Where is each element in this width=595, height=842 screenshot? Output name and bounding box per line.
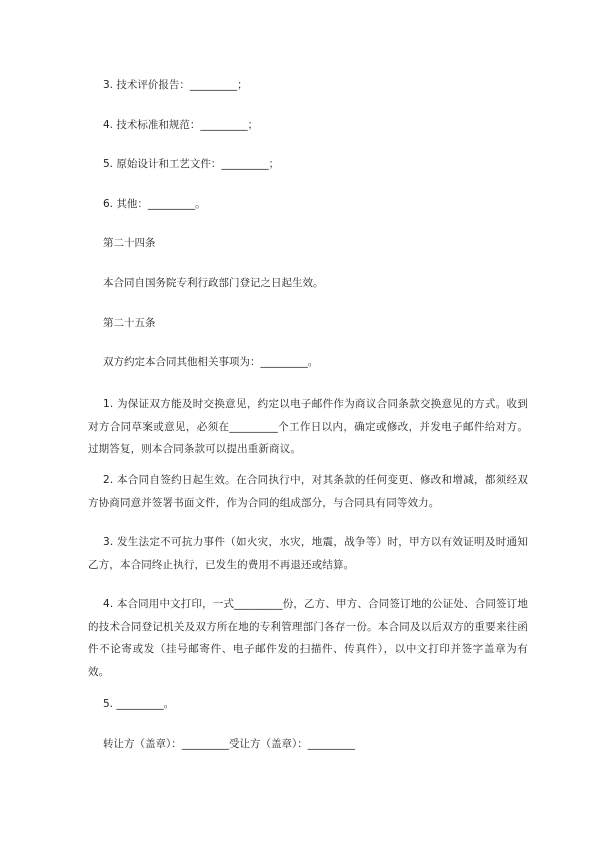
article-25-heading: 第二十五条 [103, 317, 156, 329]
article-24-heading: 第二十四条 [103, 237, 156, 249]
clause-2: 2. 本合同自签约日起生效。在合同执行中，对其条款的任何变更、修改和增减，都须经双方协商同意并签署书面文件，作为合同的组成部分，与合同具有同等效力。 [88, 474, 528, 509]
item-original-design-files: 5. 原始设计和工艺文件：_________； [103, 158, 280, 170]
clause-4: 4. 本合同用中文打印，一式_________份，乙方、甲方、合同签订地的公证处、合同签订地的技术合同登记机关及双方所在地的专利管理部门各存一份。本合同及以后双方的重要来往函件不论寄或发（挂号邮寄件、电子邮件发的扫描件、传真件），以中文打印并签字盖章为有效。 [88, 598, 528, 678]
article-25-intro: 双方约定本合同其他相关事项为：_________。 [103, 356, 319, 368]
article-24-text: 本合同自国务院专利行政部门登记之日起生效。 [103, 277, 324, 289]
clause-3: 3. 发生法定不可抗力事件（如火灾，水灾，地震，战争等）时，甲方以有效证明及时通知乙方，本合同终止执行，已发生的费用不再退还或结算。 [88, 536, 528, 571]
item-technical-evaluation-report: 3. 技术评价报告：_________； [103, 79, 248, 91]
clause-5: 5. _________。 [103, 698, 175, 710]
item-other: 6. 其他：_________。 [103, 198, 206, 210]
signature-line: 转让方（盖章）：_________受让方（盖章）：_________ [103, 738, 355, 750]
clause-1: 1. 为保证双方能及时交换意见，约定以电子邮件作为商议合同条款交换意见的方式。收到对方合同草案或意见，必须在_________个工作日以内，确定或修改，并发电子邮件给对方。过期答复，则本合同条款可以提出重新商议。 [88, 398, 528, 455]
item-technical-standards: 4. 技术标准和规范：_________； [103, 119, 259, 131]
